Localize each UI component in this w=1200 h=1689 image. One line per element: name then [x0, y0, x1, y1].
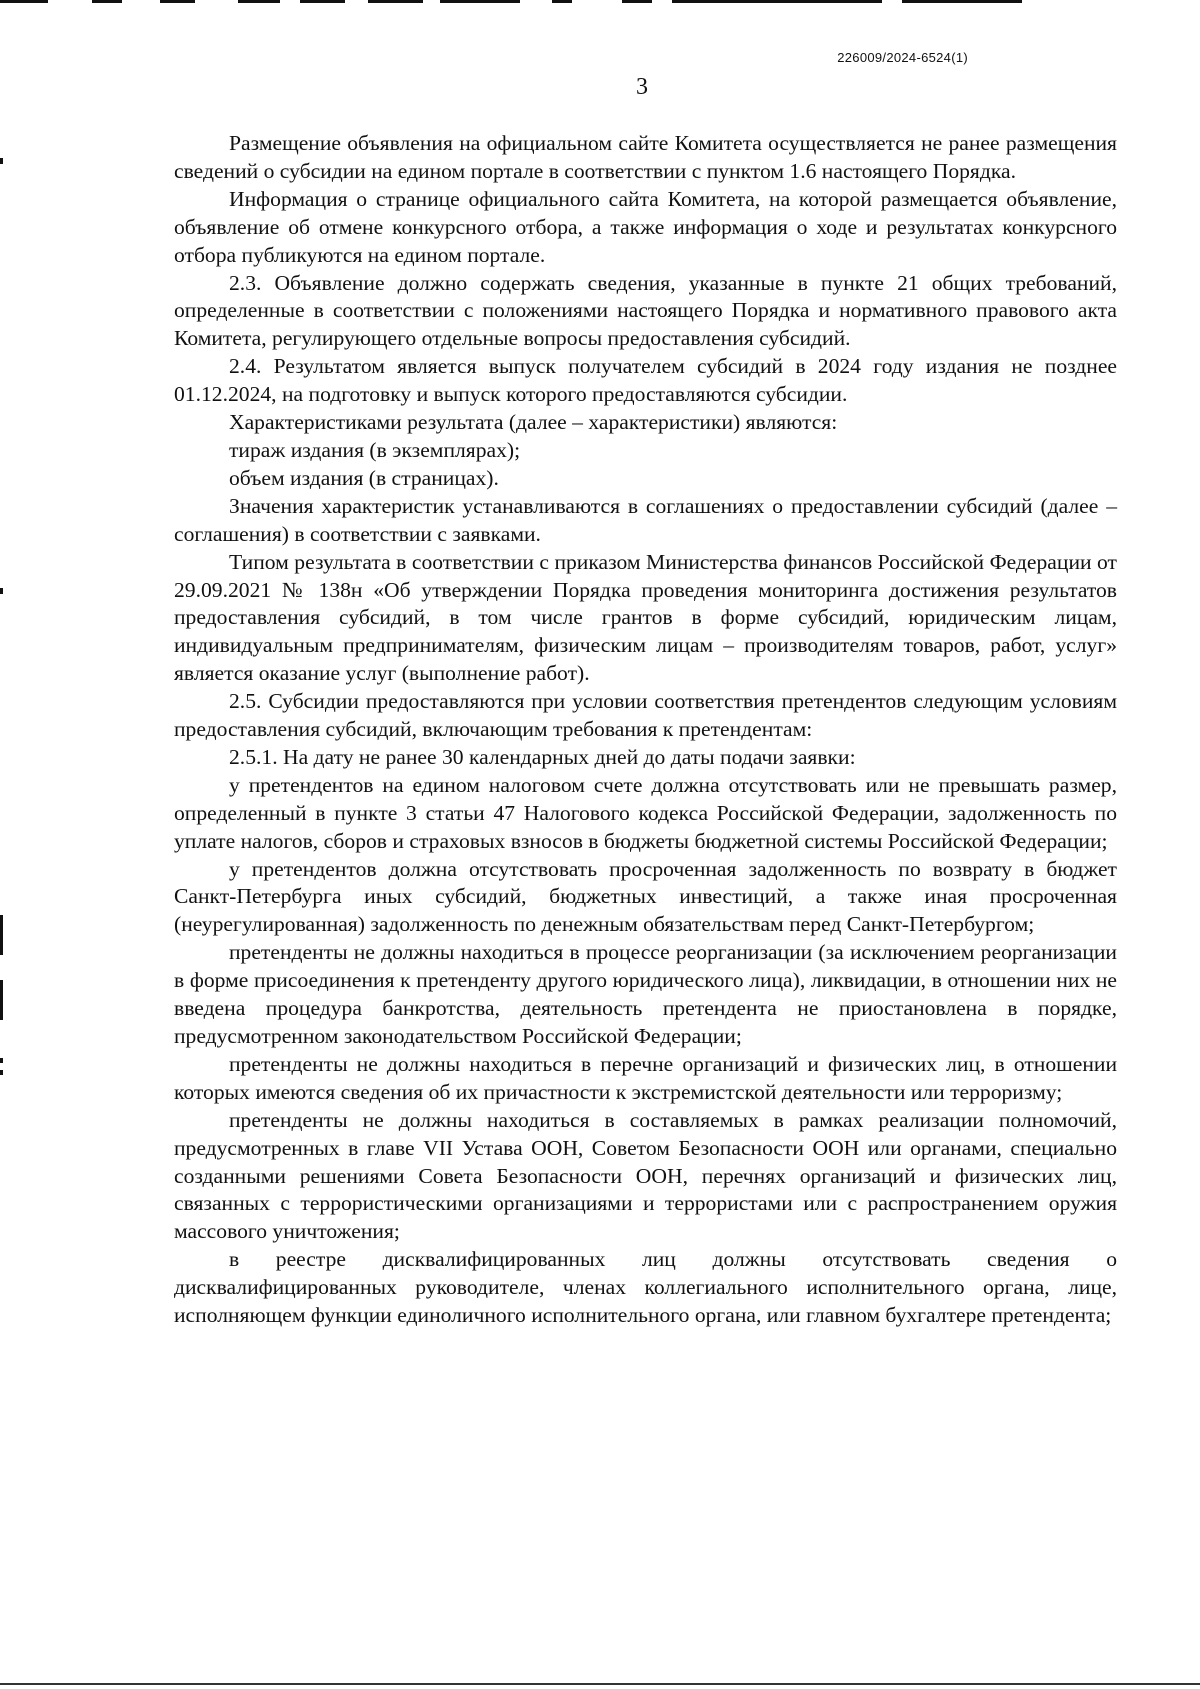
scan-artifact-top	[92, 0, 122, 3]
paragraph: претенденты не должны находиться в процессе реорганизации (за исключением реорганизации в форме присоединения к претенденту другого юридического лица), ликвидации, в отношении них не введена процедура банкротства, деятельность претендента не приостановлена в порядке, предусмотренном законодательством Российской Федерации;	[174, 940, 1117, 1048]
paragraph: Размещение объявления на официальном сайте Комитета осуществляется не ранее размещения сведений о субсидии на едином портале в соответствии с пунктом 1.6 настоящего Порядка.	[174, 131, 1117, 183]
paragraph: Характеристиками результата (далее – характеристики) являются:	[229, 410, 838, 435]
paragraph: претенденты не должны находиться в составляемых в рамках реализации полномочий, предусмотренных в главе VII Устава ООН, Советом Безопасности ООН или органами, специально созданными решениями Совета Безопасности ООН, перечнях организаций и физических лиц, связанных с террористическими организациями и террористами или с распространением оружия массового уничтожения;	[174, 1107, 1117, 1244]
scan-artifact-top	[902, 0, 1022, 3]
scan-artifact-top	[672, 0, 882, 3]
paragraph: в реестре дисквалифицированных лиц должны отсутствовать сведения о дисквалифицированных руководителе, членах коллегиального исполнительного органа, лице, исполняющем функции единоличного исполнительного органа, или главном бухгалтере претендента;	[174, 1247, 1117, 1328]
scan-artifact-left	[0, 1070, 3, 1075]
scan-artifact-top	[622, 0, 652, 3]
scan-artifact-top	[0, 0, 48, 3]
scan-artifact-left	[0, 588, 3, 594]
paragraph: 2.3. Объявление должно содержать сведения, указанные в пункте 21 общих требований, определенные в соответствии с положениями настоящего Порядка и нормативного правового акта Комитета, регулирующего отдельные вопросы предоставления субсидий.	[174, 270, 1117, 351]
scan-artifact-left	[0, 915, 3, 955]
page-number: 3	[636, 74, 648, 100]
scan-artifact-left	[0, 158, 3, 164]
paragraph: у претендентов должна отсутствовать просроченная задолженность по возврату в бюджет Санкт-Петербурга иных субсидий, бюджетных инвестиций, а также иная просроченная (неурегулированная) задолженность по денежным обязательствам перед Санкт-Петербургом;	[174, 856, 1117, 937]
paragraph: 2.5.1. На дату не ранее 30 календарных дней до даты подачи заявки:	[229, 744, 856, 769]
paragraph: объем издания (в страницах).	[229, 465, 499, 490]
paragraph: тираж издания (в экземплярах);	[229, 437, 521, 462]
paragraph: Информация о странице официального сайта Комитета, на которой размещается объявление, объявление об отмене конкурсного отбора, а также информация о ходе и результатах конкурсного отбора публикуются на едином портале.	[174, 186, 1117, 267]
paragraph: 2.4. Результатом является выпуск получателем субсидий в 2024 году издания не позднее 01.12.2024, на подготовку и выпуск которого предоставляются субсидии.	[174, 354, 1117, 407]
paragraph: у претендентов на едином налоговом счете должна отсутствовать или не превышать размер, определенный в пункте 3 статьи 47 Налогового кодекса Российской Федерации, задолженность по уплате налогов, сборов и страховых взносов в бюджеты бюджетной системы Российской Федерации;	[174, 772, 1117, 853]
scan-artifact-top	[300, 0, 345, 3]
scan-artifact-top	[160, 0, 195, 3]
scan-artifact-left	[0, 1058, 3, 1063]
scan-artifact-top	[440, 0, 520, 3]
scan-artifact-top	[238, 0, 280, 3]
paragraph: претенденты не должны находиться в перечне организаций и физических лиц, в отношении которых имеются сведения об их причастности к экстремистской деятельности или терроризму;	[174, 1051, 1117, 1104]
scan-artifact-bottom	[0, 1683, 1200, 1685]
paragraph: 2.5. Субсидии предоставляются при условии соответствия претендентов следующим условиям предоставления субсидий, включающим требования к претендентам:	[174, 689, 1117, 742]
paragraph: Значения характеристик устанавливаются в соглашениях о предоставлении субсидий (далее – соглашения) в соответствии с заявками.	[174, 493, 1117, 546]
scan-artifact-left	[0, 980, 3, 1020]
paragraph: Типом результата в соответствии с приказом Министерства финансов Российской Федерации от 29.09.2021 № 138н «Об утверждении Порядка проведения мониторинга достижения результатов предоставления субсидий, в том числе грантов в форме субсидий, юридическим лицам, индивидуальным предпринимателям, физическим лицам – производителям товаров, работ, услуг» является оказание услуг (выполнение работ).	[174, 549, 1117, 686]
document-body	[174, 130, 1117, 1330]
scan-artifact-top	[552, 0, 572, 3]
document-number: 226009/2024-6524(1)	[837, 50, 968, 65]
scan-artifact-top	[368, 0, 423, 3]
